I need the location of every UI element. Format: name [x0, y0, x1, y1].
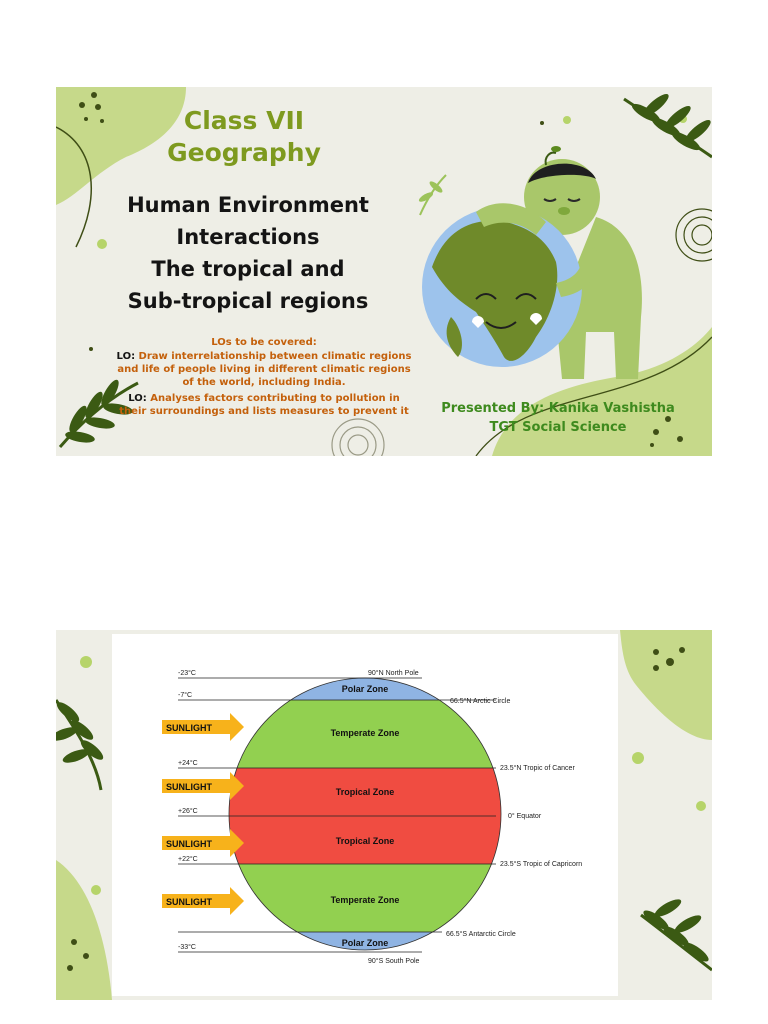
latitude-label: 0° Equator	[508, 813, 542, 820]
sunlight-arrow	[162, 829, 244, 857]
lo-2-text: Analyses factors contributing to pollution in their surroundings and lists measures to prevent it	[119, 393, 409, 417]
lo-2-prefix: LO:	[128, 393, 147, 404]
latitude-label: 66.5°N Arctic Circle	[450, 698, 511, 705]
learning-outcome-2	[114, 392, 414, 418]
zones-svg	[112, 634, 618, 996]
temp-label: +26°C	[178, 808, 198, 815]
sunlight-label: SUNLIGHT	[166, 839, 212, 849]
title-slide	[56, 87, 712, 456]
sunlight-arrow	[162, 887, 244, 915]
sunlight-label: SUNLIGHT	[166, 723, 212, 733]
climate-zones-slide	[56, 630, 712, 1000]
climate-zones-diagram	[112, 634, 618, 996]
latitude-label: 23.5°N Tropic of Cancer	[500, 765, 575, 772]
latitude-label: 90°N North Pole	[368, 670, 419, 677]
globe-bands	[222, 674, 512, 956]
sunlight-label: SUNLIGHT	[166, 782, 212, 792]
zone-label: Tropical Zone	[335, 836, 395, 846]
temp-label: +22°C	[178, 856, 198, 863]
lo-1-text: Draw interrelationship between climatic regions and life of people living in different climatic regions of the world, including India.	[117, 351, 412, 388]
topic-line-3: The tropical and	[151, 257, 345, 281]
topic-line-1: Human Environment	[127, 193, 369, 217]
zone-label: Temperate Zone	[330, 728, 400, 738]
latitude-label: 66.5°S Antarctic Circle	[446, 931, 516, 938]
learning-outcome-1	[114, 350, 414, 389]
topic-line-4: Sub-tropical regions	[127, 289, 369, 313]
lo-1-prefix: LO:	[116, 351, 136, 362]
class-title: Class VII	[183, 106, 305, 135]
temp-label: +24°C	[178, 760, 198, 767]
zone-label: Temperate Zone	[330, 895, 400, 905]
sunlight-arrow	[162, 772, 244, 800]
latitude-label: 23.5°S Tropic of Capricorn	[500, 861, 583, 868]
zone-label: Polar Zone	[341, 684, 389, 694]
topic-line-2: Interactions	[176, 225, 320, 249]
temp-label: -7°C	[178, 692, 193, 699]
temp-label: -23°C	[178, 670, 196, 677]
subject-title: Geography	[167, 138, 321, 167]
temp-label: -33°C	[178, 944, 196, 951]
latitude-label: 90°S South Pole	[368, 958, 420, 965]
los-heading: LOs to be covered:	[211, 337, 317, 348]
zone-label: Tropical Zone	[335, 787, 395, 797]
sunlight-label: SUNLIGHT	[166, 897, 212, 907]
presenter-designation: TGT Social Science	[489, 420, 627, 435]
zone-label: Polar Zone	[341, 938, 389, 948]
sunlight-arrow	[162, 713, 244, 741]
presenter-name: Presented By: Kanika Vashistha	[441, 401, 675, 416]
